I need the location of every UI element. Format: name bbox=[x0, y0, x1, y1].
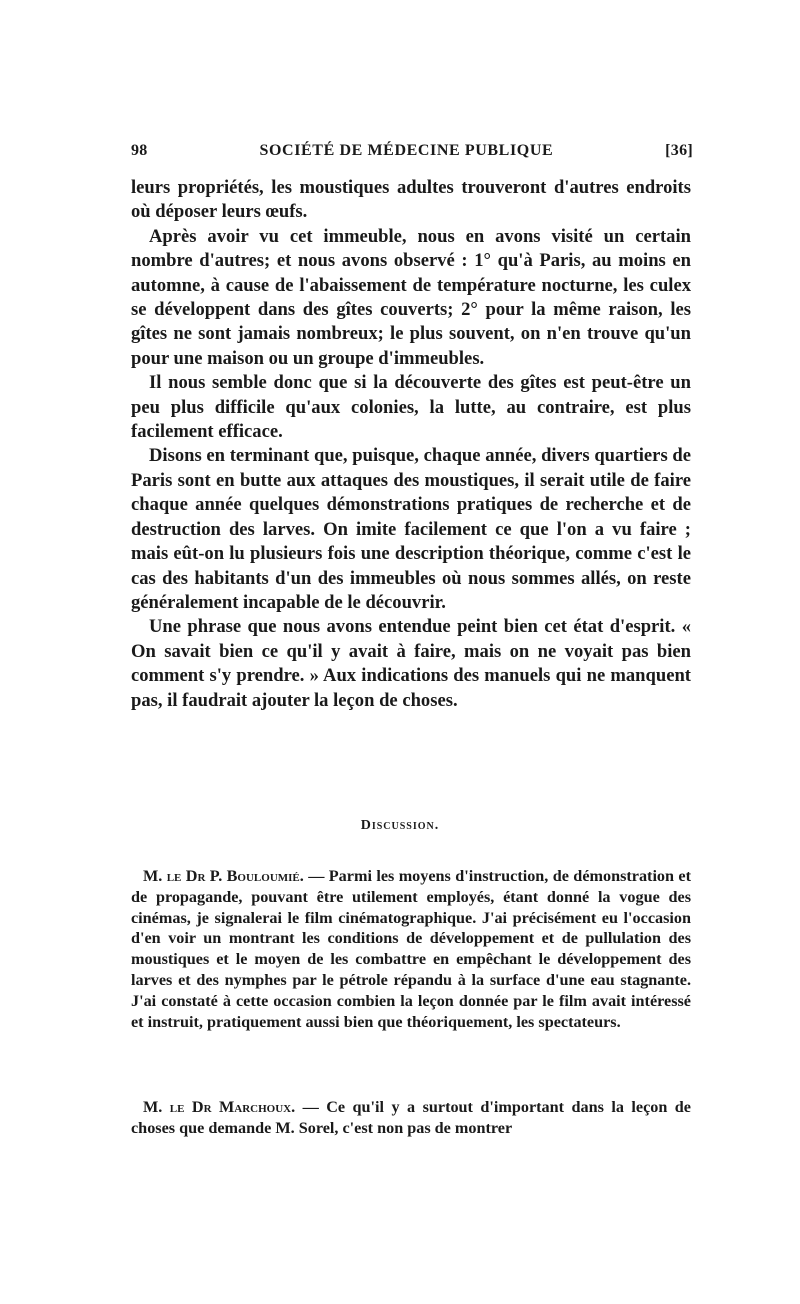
speaker-name: M. le Dr Marchoux. bbox=[143, 1098, 296, 1116]
running-header bbox=[131, 142, 693, 160]
paragraph: Disons en terminant que, puisque, chaque année, divers quartiers de Paris sont en butte aux attaques des moustiques, il serait utile de faire chaque année quelques démonstrations pratiques de recherche et de destruction des larves. On imite facilement ce que l'on a vu faire ; mais eût-on lu plusieurs fois une description théorique, comme c'est le cas des habitants d'un des immeubles où nous sommes allés, on reste généralement incapable de le découvrir. bbox=[131, 445, 691, 613]
discussion-paragraph bbox=[131, 1097, 691, 1139]
section-number: [36] bbox=[665, 142, 693, 159]
speaker-remark: — Parmi les moyens d'instruction, de démonstration et de propagande, pouvant être utilement employés, étant donné la vogue des cinémas, je signalerai le film cinématographique. J'ai précisément eu l'occasion d'en voir un montrant les conditions de développement et de pullulation des moustiques et le moyen de les combattre en empêchant le développement des larves et des nymphes par le pétrole répandu à la surface d'une eau stagnante. J'ai constaté à cette occasion combien la leçon donnée par le film avait intéressé et instruit, pratiquement aussi bien que théoriquement, les spectateurs. bbox=[131, 867, 691, 1031]
paragraph: Il nous semble donc que si la découverte des gîtes est peut-être un peu plus difficile qu'aux colonies, la lutte, au contraire, est plus facilement efficace. bbox=[131, 372, 691, 443]
paragraph: Après avoir vu cet immeuble, nous en avons visité un certain nombre d'autres; et nous avons observé : 1° qu'à Paris, au moins en automne, à cause de l'abaissement de température nocturne, les culex se développent dans des gîtes couverts; 2° pour la même raison, les gîtes ne sont jamais nombreux; le plus souvent, on n'en trouve qu'un pour une maison ou un groupe d'immeubles. bbox=[131, 225, 691, 369]
speaker-name: M. le Dr P. Bouloumié. bbox=[143, 867, 304, 885]
paragraph: Une phrase que nous avons entendue peint bien cet état d'esprit. « On savait bien ce qu'il y avait à faire, mais on ne voyait pas bien comment s'y prendre. » Aux indications des manuels qui ne manquent pas, il faudrait ajouter la leçon de choses. bbox=[131, 616, 691, 711]
paragraph-continuation: leurs propriétés, les moustiques adultes trouveront d'autres endroits où déposer leurs œufs. bbox=[131, 177, 691, 223]
page-number: 98 bbox=[131, 142, 148, 159]
main-text bbox=[131, 176, 691, 713]
speaker-remark: — Ce qu'il y a surtout d'important dans la leçon de choses que demande M. Sorel, c'est non pas de montrer bbox=[131, 1098, 691, 1137]
discussion-entry bbox=[131, 866, 691, 1032]
discussion-heading: Discussion. bbox=[360, 818, 440, 833]
running-title: SOCIÉTÉ DE MÉDECINE PUBLIQUE bbox=[259, 142, 554, 159]
discussion-paragraph bbox=[131, 866, 691, 1032]
discussion-entry bbox=[131, 1097, 691, 1139]
